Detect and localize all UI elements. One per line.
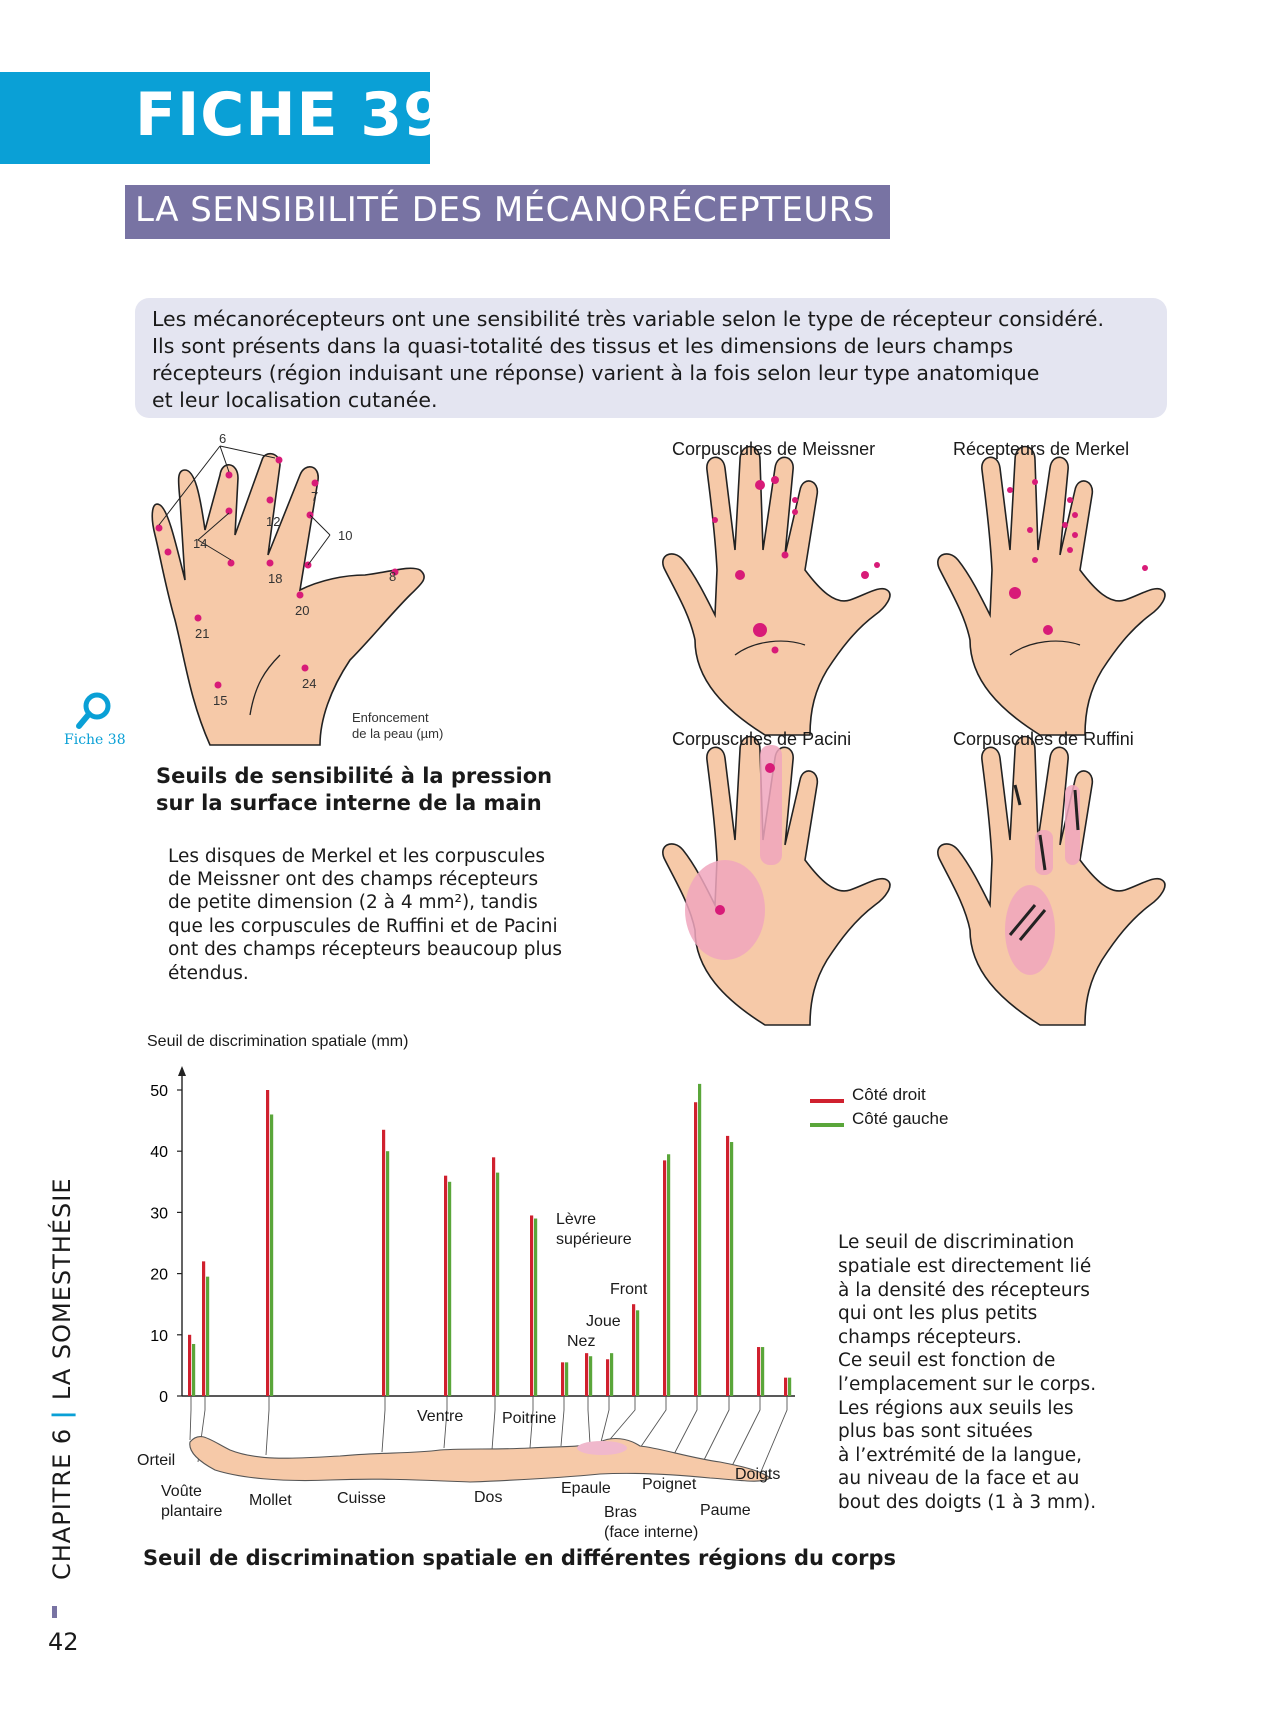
y-tick-label: 10 (150, 1327, 168, 1345)
intro-line: et leur localisation cutanée. (152, 388, 438, 412)
discrimination-chart (150, 1066, 844, 1482)
bar-left (589, 1356, 592, 1396)
body-label: Bras (604, 1504, 637, 1521)
body-connector (606, 1396, 635, 1444)
bar-right (606, 1359, 609, 1396)
bar-right (585, 1353, 588, 1396)
bar-right (444, 1176, 447, 1396)
bar-right (266, 1090, 269, 1396)
bar-right (632, 1304, 635, 1396)
para2-line: Les régions aux seuils les (838, 1398, 1074, 1419)
legend-swatch-right (810, 1099, 844, 1103)
body-label: Epaule (561, 1480, 611, 1497)
body-connector (730, 1396, 760, 1470)
hand-value: 12 (266, 514, 281, 529)
y-axis-arrow (178, 1066, 186, 1076)
para1-line: Les disques de Merkel et les corpuscules (168, 846, 546, 867)
legend-left-label: Côté gauche (852, 1109, 949, 1128)
body-connector (760, 1396, 787, 1474)
body-label: Cuisse (337, 1490, 386, 1507)
bar-right (382, 1130, 385, 1396)
body-connector (266, 1396, 269, 1455)
bar-left (565, 1362, 568, 1396)
label-ruffini: Corpuscules de Ruffini (953, 729, 1134, 749)
body-label: Poignet (642, 1476, 697, 1493)
bar-left (386, 1151, 389, 1396)
hand-pacini (663, 737, 890, 1026)
hand-value: 8 (389, 569, 397, 584)
bar-left (636, 1310, 639, 1396)
bar-right (663, 1160, 666, 1396)
para2-line: champs récepteurs. (838, 1327, 1022, 1348)
para2-line: qui ont les plus petits (838, 1303, 1038, 1324)
body-label: Voûte (161, 1483, 202, 1500)
y-tick-label: 0 (159, 1389, 168, 1406)
bar-right (530, 1215, 533, 1396)
bar-left (698, 1084, 701, 1396)
body-connector (492, 1396, 495, 1450)
face-region (577, 1441, 627, 1455)
bar-left (534, 1219, 537, 1396)
intro-line: Les mécanorécepteurs ont une sensibilité très variable selon le type de récepteur considéré. (152, 307, 1105, 331)
body-label: Dos (474, 1489, 503, 1506)
hand-merkel (938, 447, 1165, 736)
hand-value: 18 (268, 571, 283, 586)
para2-line: à l’extrémité de la langue, (838, 1445, 1083, 1466)
body-label: Orteil (137, 1452, 176, 1469)
bar-left (270, 1114, 273, 1396)
para2-line: à la densité des récepteurs (838, 1280, 1090, 1301)
bar-right (726, 1136, 729, 1396)
hand-value: 20 (295, 603, 310, 618)
hand-value: 6 (219, 431, 227, 446)
para1-line: de petite dimension (2 à 4 mm²), tandis (168, 892, 538, 913)
body-label: plantaire (161, 1503, 223, 1520)
legend-swatch-left (810, 1123, 844, 1127)
para1-line: que les corpuscules de Ruffini et de Pacini (168, 916, 558, 937)
label-merkel: Récepteurs de Merkel (953, 439, 1130, 459)
bar-left (761, 1347, 764, 1396)
side-bar (52, 1606, 57, 1618)
bar-right (694, 1102, 697, 1396)
bar-left (610, 1353, 613, 1396)
magnifier-icon (79, 695, 108, 726)
body-connector (190, 1396, 191, 1440)
y-tick-label: 20 (150, 1266, 168, 1284)
para2-line: Le seuil de discrimination (838, 1232, 1075, 1253)
body-connector (561, 1396, 564, 1446)
body-label: Mollet (249, 1492, 292, 1509)
intro-line: Ils sont présents dans la quasi-totalité des tissus et les dimensions de leurs champs (152, 334, 1014, 358)
bar-left (192, 1344, 195, 1396)
para1-line: ont des champs récepteurs beaucoup plus (168, 939, 562, 960)
bar-right (784, 1378, 787, 1396)
bar-right (202, 1261, 205, 1396)
body-connector (600, 1396, 609, 1446)
intro-line: récepteurs (région induisant une réponse) varient à la fois selon leur type anatomique (152, 361, 1040, 385)
hand-value: 15 (213, 693, 228, 708)
bar-right (188, 1335, 191, 1396)
para2-line: bout des doigts (1 à 3 mm). (838, 1492, 1097, 1513)
fiche-ref-link[interactable]: Fiche 38 (64, 732, 126, 748)
page-number: 42 (48, 1628, 79, 1656)
bar-right (561, 1362, 564, 1396)
body-label: Joue (586, 1313, 621, 1330)
bar-left (496, 1173, 499, 1396)
body-label: Front (610, 1281, 648, 1298)
body-label: Poitrine (502, 1410, 557, 1427)
body-connector (382, 1396, 385, 1452)
para2-line: plus bas sont situées (838, 1421, 1033, 1442)
chart-title: Seuil de discrimination spatiale en différentes régions du corps (143, 1546, 897, 1570)
fiche-title: FICHE 39 (135, 80, 446, 150)
para2-line: au niveau de la face et au (838, 1468, 1080, 1489)
y-tick-label: 30 (150, 1205, 168, 1223)
bar-right (492, 1157, 495, 1396)
label-pacini: Corpuscules de Pacini (672, 729, 852, 749)
body-connector (670, 1396, 697, 1462)
body-label: Ventre (417, 1408, 464, 1425)
hand-ruffini (938, 737, 1165, 1026)
y-tick-label: 50 (150, 1083, 168, 1100)
theme-label: LA SOMESTHÉSIE (48, 1177, 76, 1401)
body-label: Nez (567, 1333, 596, 1350)
hand-value: 21 (195, 626, 210, 641)
page-title: LA SENSIBILITÉ DES MÉCANORÉCEPTEURS (135, 190, 876, 230)
para2-line: Ce seuil est fonction de (838, 1350, 1056, 1371)
bar-left (448, 1182, 451, 1396)
legend-right-label: Côté droit (852, 1085, 926, 1104)
para1-line: de Meissner ont des champs récepteurs (168, 869, 539, 890)
depth-label: Enfoncement (352, 710, 429, 725)
body-label: (face interne) (604, 1524, 699, 1541)
body-connector (588, 1396, 590, 1444)
hand-value: 7 (311, 489, 319, 504)
hand-value: 14 (193, 536, 208, 551)
hand-value: 24 (302, 676, 317, 691)
bar-left (206, 1277, 209, 1396)
body-connector (700, 1396, 729, 1468)
hand-caption: sur la surface interne de la main (156, 791, 542, 815)
bar-left (730, 1142, 733, 1396)
y-tick-label: 40 (150, 1144, 168, 1162)
para2-line: spatiale est directement lié (838, 1256, 1092, 1277)
label-meissner: Corpuscules de Meissner (672, 439, 876, 459)
body-label: Doigts (735, 1466, 781, 1483)
body-label: supérieure (556, 1231, 632, 1248)
para1-line: étendus. (168, 963, 249, 984)
body-label: Paume (700, 1502, 751, 1519)
body-label: Lèvre (556, 1211, 597, 1228)
bar-right (757, 1347, 760, 1396)
hand-meissner (663, 447, 890, 736)
hand-caption: Seuils de sensibilité à la pression (156, 764, 553, 788)
y-axis-label: Seuil de discrimination spatiale (mm) (147, 1033, 409, 1050)
body-connector (640, 1396, 666, 1448)
hand-pressure-diagram (152, 446, 424, 745)
hand-value: 10 (338, 528, 353, 543)
chapter-label: CHAPITRE 6 (48, 1427, 76, 1580)
bar-left (667, 1154, 670, 1396)
chapter-side-label: CHAPITRE 6 | LA SOMESTHÉSIE (48, 1177, 76, 1580)
bar-left (788, 1378, 791, 1396)
depth-label: de la peau (µm) (352, 726, 444, 741)
para2-line: l’emplacement sur le corps. (838, 1374, 1097, 1395)
